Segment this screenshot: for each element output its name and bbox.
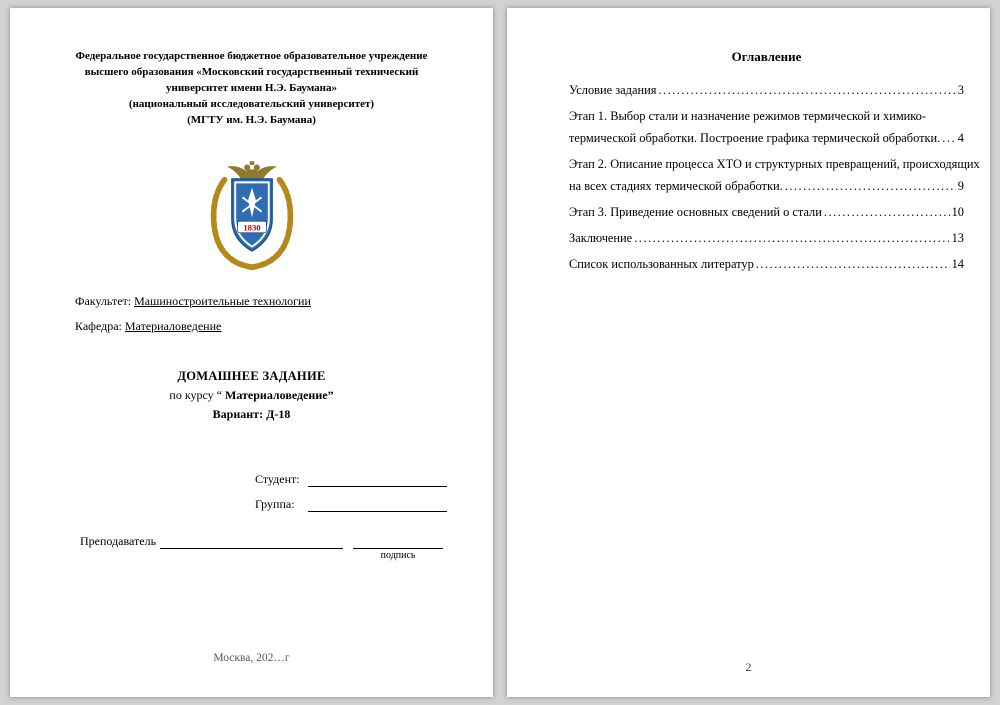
student-label: Студент:	[255, 472, 300, 486]
group-name-blank	[308, 497, 447, 512]
toc-leader-dots	[658, 79, 955, 101]
student-name-blank	[308, 472, 447, 487]
toc-page-number: 13	[951, 231, 964, 245]
toc-leader-dots	[942, 127, 956, 149]
toc-leader-dots	[634, 227, 949, 249]
toc-entry-text: Заключение	[569, 231, 633, 245]
variant-line: Вариант: Д-18	[212, 407, 291, 421]
toc-entry[interactable]	[569, 201, 964, 223]
faculty-value: Машиностроительные технологии	[134, 294, 311, 308]
toc-entry[interactable]	[569, 227, 964, 249]
toc-page-number: 9	[957, 179, 964, 193]
toc-entry[interactable]	[569, 79, 964, 101]
department-label: Кафедра:	[75, 319, 122, 333]
toc-page-number: 10	[951, 205, 964, 219]
page-number: 2	[745, 660, 752, 674]
header-line: (национальный исследовательский университет)	[128, 98, 375, 110]
toc-entry-text: Список использованных литератур	[569, 257, 754, 271]
toc-leader-dots	[785, 175, 956, 197]
toc-entry-text: термической обработки. Построение графика термической обработки.	[569, 131, 941, 145]
header-line: (МГТУ им. Н.Э. Баумана)	[187, 114, 316, 126]
toc-entry-text: Условие задания	[569, 83, 657, 97]
toc-content	[507, 8, 990, 275]
toc-entry[interactable]	[569, 105, 964, 149]
course-line	[56, 385, 447, 405]
toc-leader-dots	[756, 253, 950, 275]
title-page-content	[10, 8, 493, 563]
header-line: университет имени Н.Э. Баумана»	[165, 82, 337, 94]
toc-entry-text: Этап 2. Описание процесса ХТО и структурных превращений, происходящих	[569, 157, 980, 171]
course-prefix: по курсу “	[169, 388, 225, 402]
teacher-row	[80, 534, 447, 563]
emblem-year: 1830	[242, 222, 261, 233]
toc-page-number: 14	[951, 257, 964, 271]
university-header	[56, 48, 447, 128]
toc-list	[569, 79, 980, 275]
toc-page-number: 3	[957, 83, 964, 97]
toc-entry[interactable]	[569, 153, 980, 197]
group-label: Группа:	[255, 497, 295, 511]
course-name: Материаловедение”	[225, 388, 334, 402]
faculty-row	[75, 289, 447, 314]
faculty-label: Факультет:	[75, 294, 132, 308]
toc-heading: Оглавление	[731, 49, 802, 64]
student-block	[255, 471, 447, 512]
signature-blank	[353, 534, 443, 549]
assignment-title: ДОМАШНЕЕ ЗАДАНИЕ	[177, 369, 326, 383]
teacher-label: Преподаватель	[80, 534, 157, 548]
title-page	[10, 8, 493, 697]
student-row	[255, 471, 447, 487]
signature-column	[353, 534, 443, 563]
toc-entry-text: на всех стадиях термической обработки.	[569, 179, 783, 193]
toc-leader-dots	[824, 201, 950, 223]
toc-entry-text: Этап 3. Приведение основных сведений о стали	[569, 205, 822, 219]
toc-entry-text: Этап 1. Выбор стали и назначение режимов термической и химико-	[569, 109, 927, 123]
signature-caption: подпись	[380, 550, 416, 561]
group-row	[255, 496, 447, 512]
toc-page	[507, 8, 990, 697]
teacher-name-blank	[160, 534, 343, 549]
header-line: Федеральное государственное бюджетное образовательное учреждение	[75, 50, 428, 62]
department-value: Материаловедение	[124, 319, 222, 333]
assignment-block	[56, 367, 447, 423]
toc-entry[interactable]	[569, 253, 964, 275]
emblem-graphic	[204, 156, 300, 273]
header-line: высшего образования «Московский государственный технический	[84, 66, 419, 78]
faculty-department-block	[56, 289, 447, 339]
department-row	[75, 314, 447, 339]
city-year-footer: Москва, 202…г	[213, 652, 290, 664]
university-emblem	[56, 156, 447, 273]
toc-page-number: 4	[957, 131, 964, 145]
